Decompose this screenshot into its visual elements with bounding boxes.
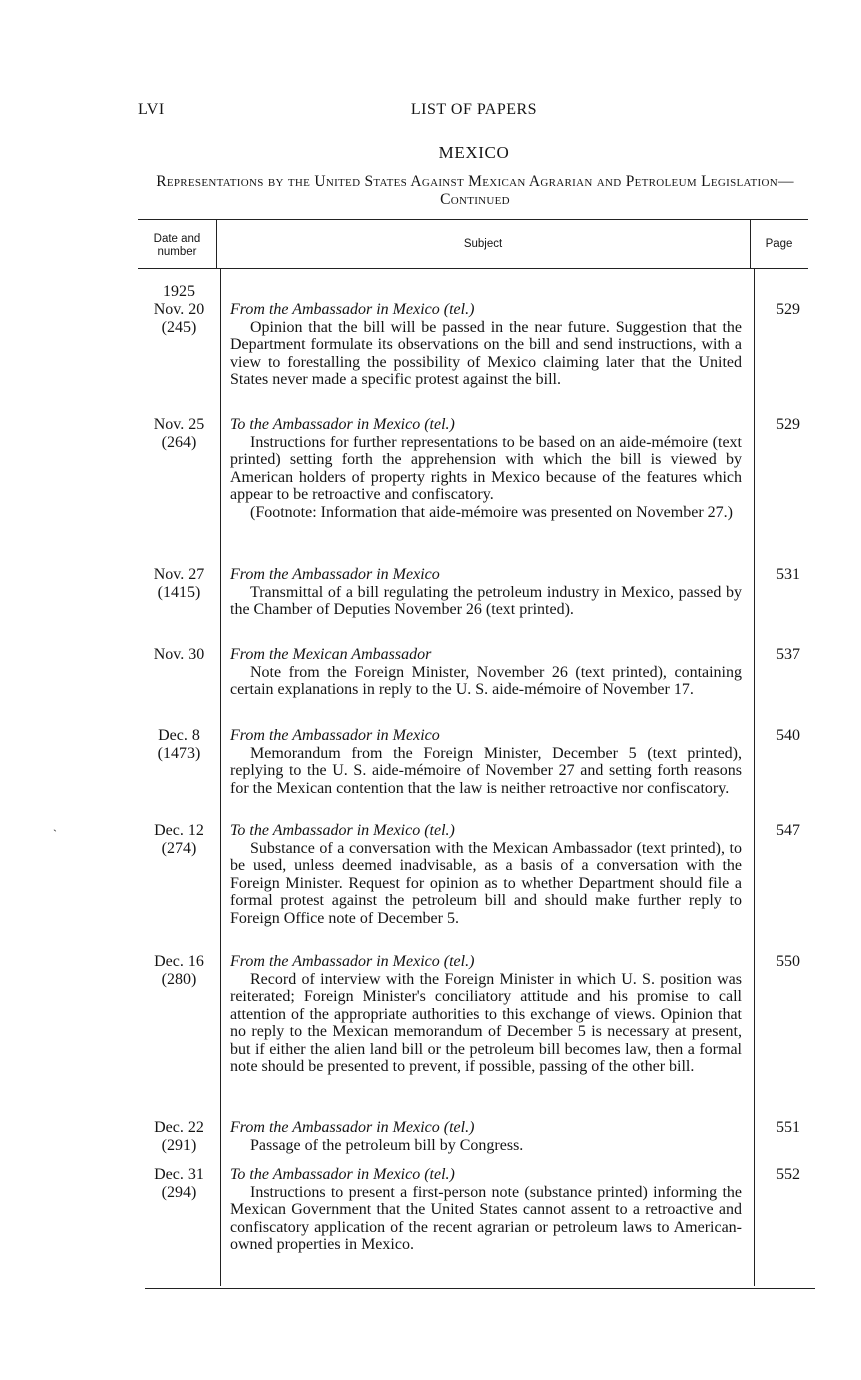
entry-subject xyxy=(230,301,742,389)
entry-subject xyxy=(230,822,742,927)
body-column-divider xyxy=(754,268,755,1286)
entry-date: Dec. 31 (294) xyxy=(154,1166,204,1201)
column-header-subject: Subject xyxy=(463,238,503,250)
entry-from: To the Ambassador in Mexico (tel.) xyxy=(230,416,455,433)
table-bottom-rule xyxy=(145,1288,815,1289)
entry-date: Nov. 30 xyxy=(153,646,205,663)
entry-page: 531 xyxy=(776,566,800,583)
entry-date: Nov. 27 (1415) xyxy=(153,566,205,601)
entry-date: Dec. 8 (1473) xyxy=(157,727,201,762)
entry-body: Note from the Foreign Minister, November 26 (text printed), containing certain explanations in reply to the U. S. aide-mémoire of November 17. xyxy=(230,663,742,698)
running-title: LIST OF PAPERS xyxy=(410,101,538,118)
entry-subject xyxy=(230,646,742,699)
entry-body: Transmittal of a bill regulating the petroleum industry in Mexico, passed by the Chamber of Deputies November 26 (text printed). xyxy=(230,583,742,618)
entry-from: From the Ambassador in Mexico (tel.) xyxy=(230,953,475,970)
entry-body: Instructions to present a first-person note (substance printed) informing the Mexican Government that the United States cannot assent to a retroactive and confiscatory application of the recent agrarian or petroleum laws to American-owned properties in Mexico. xyxy=(230,1183,742,1253)
entry-page: 551 xyxy=(776,1119,800,1136)
entry-subject xyxy=(230,416,742,521)
entry-footnote: (Footnote: Information that aide-mémoire was presented on November 27.) xyxy=(250,503,733,521)
entry-date: Dec. 22 (291) xyxy=(154,1119,204,1154)
entry-body: Passage of the petroleum bill by Congress. xyxy=(250,1136,524,1154)
body-column-divider xyxy=(220,268,221,1286)
section-title: Representations by the United States Against Mexican Agrarian and Petroleum Legislation—Continued xyxy=(156,173,794,208)
entry-page: 550 xyxy=(776,953,800,970)
entry-from: From the Ambassador in Mexico xyxy=(230,727,440,744)
entry-date: Nov. 25 (264) xyxy=(153,416,205,451)
entry-from: From the Ambassador in Mexico (tel.) xyxy=(230,1119,475,1136)
entry-from: To the Ambassador in Mexico (tel.) xyxy=(230,1166,455,1183)
entry-body: Instructions for further representations to be based on an aide-mémoire (text printed) setting forth the apprehension with which the bill is viewed by American holders of property rights in Mexico because of the features which appear to be retroactive and confiscatory. xyxy=(230,433,742,503)
entry-body: Record of interview with the Foreign Minister in which U. S. position was reiterated; Foreign Minister's conciliatory attitude and his promise to call attention of the appropriate authorities to this exchange of views. Opinion that no reply to the Mexican memorandum of December 5 is necessary at present, but if either the alien land bill or the petroleum bill becomes law, then a formal note should be presented to prevent, if possible, passing of the other bill. xyxy=(230,970,742,1075)
margin-mark: ` xyxy=(53,827,57,841)
column-header-page: Page xyxy=(765,238,793,250)
entry-body: Opinion that the bill will be passed in the near future. Suggestion that the Department formulate its observations on the bill and send instructions, with a view to forestalling the possibility of Mexico claiming later that the United States never made a specific protest against the bill. xyxy=(230,318,742,388)
entry-from: To the Ambassador in Mexico (tel.) xyxy=(230,822,455,839)
entry-subject xyxy=(230,566,742,619)
entry-subject xyxy=(230,727,742,797)
year-label: 1925 xyxy=(163,283,195,300)
entry-date: Nov. 20 (245) xyxy=(153,301,205,336)
entry-page: 529 xyxy=(776,416,800,433)
entry-date: Dec. 12 (274) xyxy=(154,822,204,857)
running-head xyxy=(138,101,810,123)
entry-page: 537 xyxy=(776,646,800,663)
entry-page: 547 xyxy=(776,822,800,839)
country-heading: MEXICO xyxy=(438,143,510,162)
table-top-rule xyxy=(138,219,808,220)
entry-subject xyxy=(230,1119,742,1154)
column-header-date: Date and number xyxy=(153,233,201,258)
entry-page: 529 xyxy=(776,301,800,318)
entry-from: From the Ambassador in Mexico (tel.) xyxy=(230,301,475,318)
entry-page: 540 xyxy=(776,727,800,744)
page-number: LVI xyxy=(138,101,165,118)
entry-body: Substance of a conversation with the Mexican Ambassador (text printed), to be used, unless deemed inadvisable, as a basis of a conversation with the Foreign Minister. Request for opinion as to whether Department should file a formal protest against the petroleum bill and should make further reply to Foreign Office note of December 5. xyxy=(230,839,742,927)
entry-subject xyxy=(230,1166,742,1254)
entry-body: Memorandum from the Foreign Minister, December 5 (text printed), replying to the U. S. aide-mémoire of November 27 and setting forth reasons for the Mexican contention that the law is neither retroactive nor confiscatory. xyxy=(230,744,742,797)
entry-from: From the Ambassador in Mexico xyxy=(230,566,440,583)
entry-from: From the Mexican Ambassador xyxy=(230,646,432,663)
entry-date: Dec. 16 (280) xyxy=(154,953,204,988)
entry-page: 552 xyxy=(776,1166,800,1183)
entry-subject xyxy=(230,953,742,1076)
table-header-rule xyxy=(138,268,808,269)
